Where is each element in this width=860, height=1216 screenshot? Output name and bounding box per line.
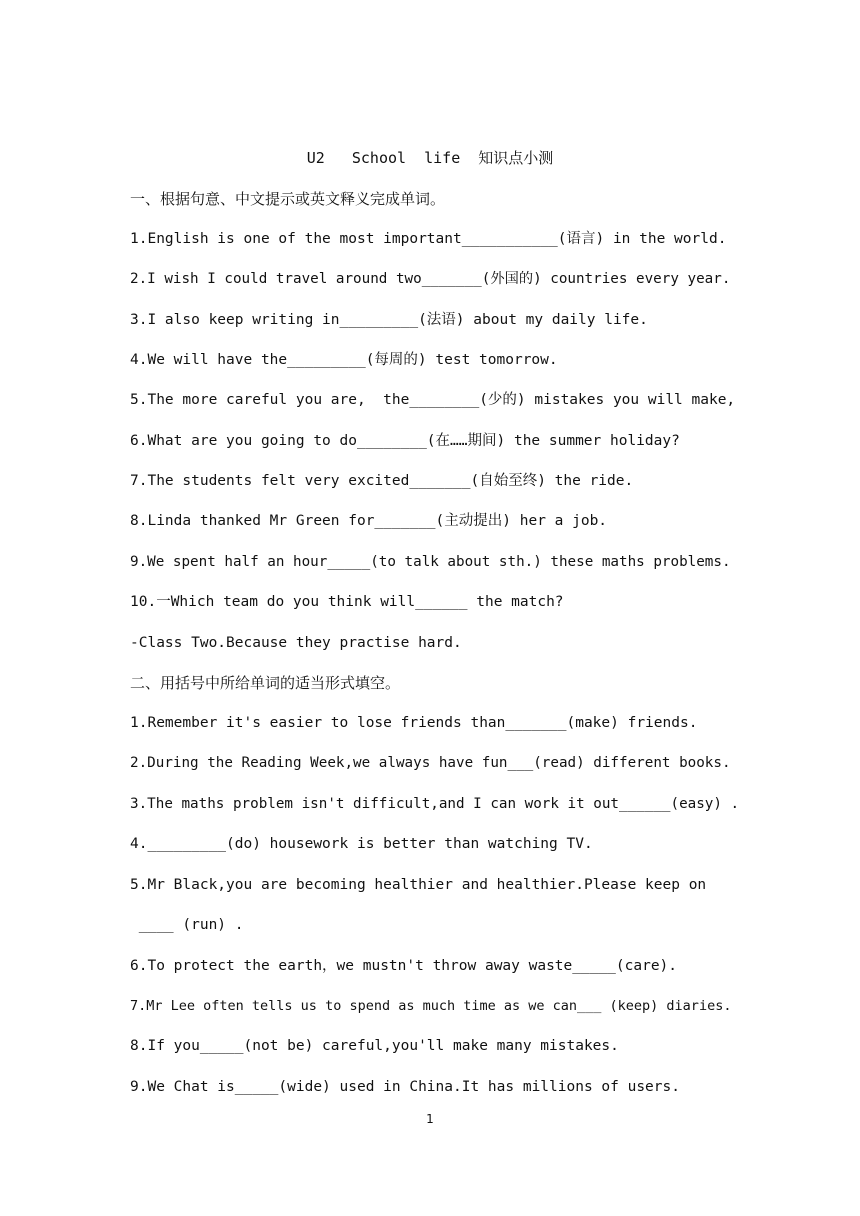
- question-line: 5.The more careful you are, the________(少的) mistakes you will make,: [130, 392, 736, 408]
- question-line: 7.Mr Lee often tells us to spend as much time as we can___ (keep) diaries.: [130, 998, 732, 1014]
- question-line: 4._________(do) housework is better than watching TV.: [130, 836, 593, 852]
- question-line: 7.The students felt very excited_______(自始至终) the ride.: [130, 473, 634, 489]
- question-line: 1.Remember it's easier to lose friends than_______(make) friends.: [130, 715, 698, 731]
- question-line: 2.I wish I could travel around two_______(外国的) countries every year.: [130, 271, 731, 287]
- question-line: 9.We spent half an hour_____(to talk about sth.) these maths problems.: [130, 554, 731, 570]
- question-line: ____ (run) .: [130, 917, 244, 933]
- section-2-heading: 二、用括号中所给单词的适当形式填空。: [130, 674, 401, 692]
- section-1-heading: 一、根据句意、中文提示或英文释义完成单词。: [130, 190, 446, 208]
- question-line: 6.What are you going to do________(在……期间) the summer holiday?: [130, 433, 680, 449]
- question-line: 3.I also keep writing in_________(法语) about my daily life.: [130, 312, 648, 328]
- question-line: 4.We will have the_________(每周的) test tomorrow.: [130, 352, 558, 368]
- question-line: 5.Mr Black,you are becoming healthier and healthier.Please keep on: [130, 877, 707, 893]
- question-line: 6.To protect the earth，we mustn't throw away waste_____(care).: [130, 958, 678, 974]
- page-number: 1: [426, 1112, 434, 1126]
- question-line: 8.Linda thanked Mr Green for_______(主动提出) her a job.: [130, 513, 608, 529]
- question-line: 3.The maths problem isn't difficult,and I can work it out______(easy) .: [130, 796, 740, 812]
- question-line: 10.一Which team do you think will______ the match?: [130, 594, 564, 610]
- question-line: -Class Two.Because they practise hard.: [130, 635, 462, 651]
- question-line: 9.We Chat is_____(wide) used in China.It has millions of users.: [130, 1079, 680, 1095]
- question-line: 8.If you_____(not be) careful,you'll make many mistakes.: [130, 1038, 619, 1054]
- document-title: U2 School life 知识点小测: [306, 149, 554, 167]
- question-line: 2.During the Reading Week,we always have fun___(read) different books.: [130, 755, 731, 771]
- question-line: 1.English is one of the most important___________(语言) in the world.: [130, 231, 727, 247]
